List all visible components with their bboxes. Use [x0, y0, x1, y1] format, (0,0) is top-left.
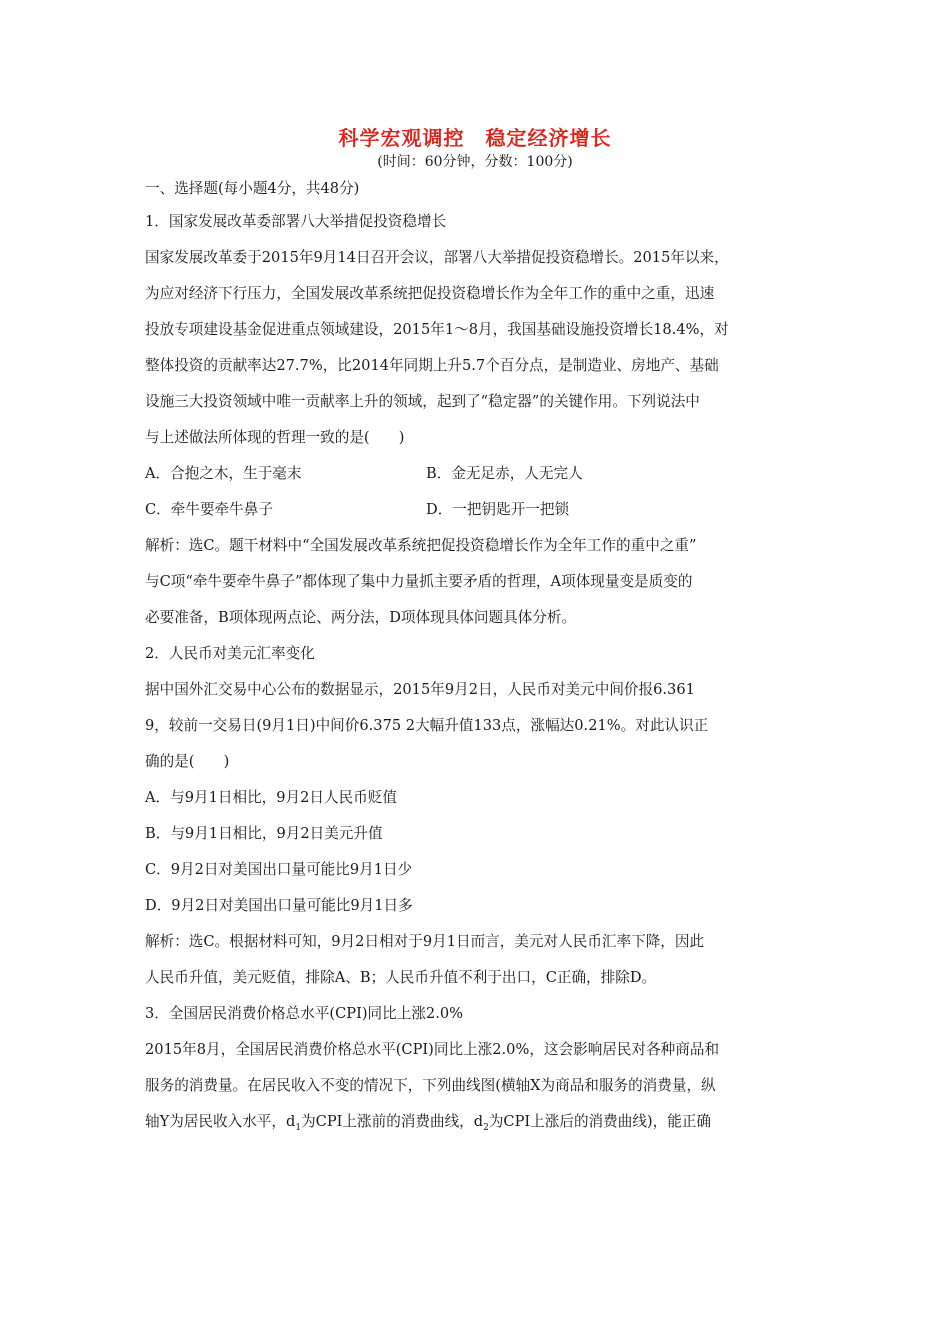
question-1-text-line: 设施三大投资领域中唯一贡献率上升的领域，起到了“稳定器”的关键作用。下列说法中 — [145, 393, 700, 410]
question-1-option-b: B．金无足赤，人无完人 — [426, 465, 583, 482]
document-subtitle: (时间：60分钟，分数：100分) — [377, 154, 573, 170]
question-3-text-line: 2015年8月，全国居民消费价格总水平(CPI)同比上涨2.0%，这会影响居民对各种商品和 — [145, 1041, 720, 1058]
text-segment: 为CPI上涨前的消费曲线，d — [301, 1113, 484, 1130]
question-2-option-d: D．9月2日对美国出口量可能比9月1日多 — [145, 897, 413, 914]
question-1-analysis-line: 与C项“牵牛要牵牛鼻子”都体现了集中力量抓主要矛盾的哲理，A项体现量变是质变的 — [145, 573, 693, 590]
question-3-text-line: 服务的消费量。在居民收入不变的情况下，下列曲线图(横轴X为商品和服务的消费量，纵 — [145, 1077, 716, 1094]
question-2-text-line: 据中国外汇交易中心公布的数据显示，2015年9月2日，人民币对美元中间价报6.361 — [145, 681, 695, 698]
question-1-option-c: C．牵牛要牵牛鼻子 — [145, 501, 273, 518]
question-1-analysis-line: 解析：选C。题干材料中“全国发展改革系统把促投资稳增长作为全年工作的重中之重” — [145, 537, 697, 554]
question-2-heading: 2．人民币对美元汇率变化 — [145, 645, 315, 662]
question-2-option-c: C．9月2日对美国出口量可能比9月1日少 — [145, 861, 413, 878]
subscript: 2 — [483, 1122, 489, 1133]
question-1-analysis-line: 必要准备，B项体现两点论、两分法，D项体现具体问题具体分析。 — [145, 609, 577, 626]
question-1-option-d: D．一把钥匙开一把锁 — [426, 501, 570, 518]
question-1-text-line: 为应对经济下行压力，全国发展改革系统把促投资稳增长作为全年工作的重中之重，迅速 — [145, 285, 715, 302]
question-2-text-line: 确的是( ) — [145, 753, 230, 770]
question-2-text-line: 9，较前一交易日(9月1日)中间价6.375 2大幅升值133点，涨幅达0.21%。对此认识正 — [145, 717, 709, 734]
subscript: 1 — [295, 1122, 302, 1133]
question-1-text-line: 投放专项建设基金促进重点领域建设，2015年1～8月，我国基础设施投资增长18.4%，对 — [145, 321, 729, 338]
question-1-text-line: 与上述做法所体现的哲理一致的是( ) — [145, 429, 405, 446]
question-1-text-line: 国家发展改革委于2015年9月14日召开会议，部署八大举措促投资稳增长。2015年以来， — [145, 249, 729, 266]
text-segment: 轴Y为居民收入水平，d — [145, 1113, 296, 1130]
text-segment: 为CPI上涨后的消费曲线)，能正确 — [488, 1113, 711, 1130]
question-2-option-b: B．与9月1日相比，9月2日美元升值 — [145, 825, 383, 842]
document-title: 科学宏观调控 稳定经济增长 — [338, 126, 612, 150]
question-1-option-a: A．合抱之木，生于毫末 — [145, 465, 302, 482]
question-3-heading: 3．全国居民消费价格总水平(CPI)同比上涨2.0% — [145, 1005, 463, 1022]
question-1-options-row — [145, 456, 817, 492]
question-2-analysis-line: 解析：选C。根据材料可知，9月2日相对于9月1日而言，美元对人民币汇率下降，因此 — [145, 933, 705, 950]
question-1-options-row — [145, 492, 817, 528]
section-heading: 一、选择题(每小题4分，共48分) — [145, 180, 360, 197]
question-1-heading: 1．国家发展改革委部署八大举措促投资稳增长 — [145, 213, 447, 230]
question-1-text-line: 整体投资的贡献率达27.7%，比2014年同期上升5.7个百分点，是制造业、房地产、基础 — [145, 357, 719, 374]
question-2-analysis-line: 人民币升值，美元贬值，排除A、B；人民币升值不利于出口，C正确，排除D。 — [145, 969, 657, 986]
question-3-text-line — [145, 1104, 817, 1140]
document-body — [145, 174, 817, 1140]
question-2-option-a: A．与9月1日相比，9月2日人民币贬值 — [145, 789, 397, 806]
